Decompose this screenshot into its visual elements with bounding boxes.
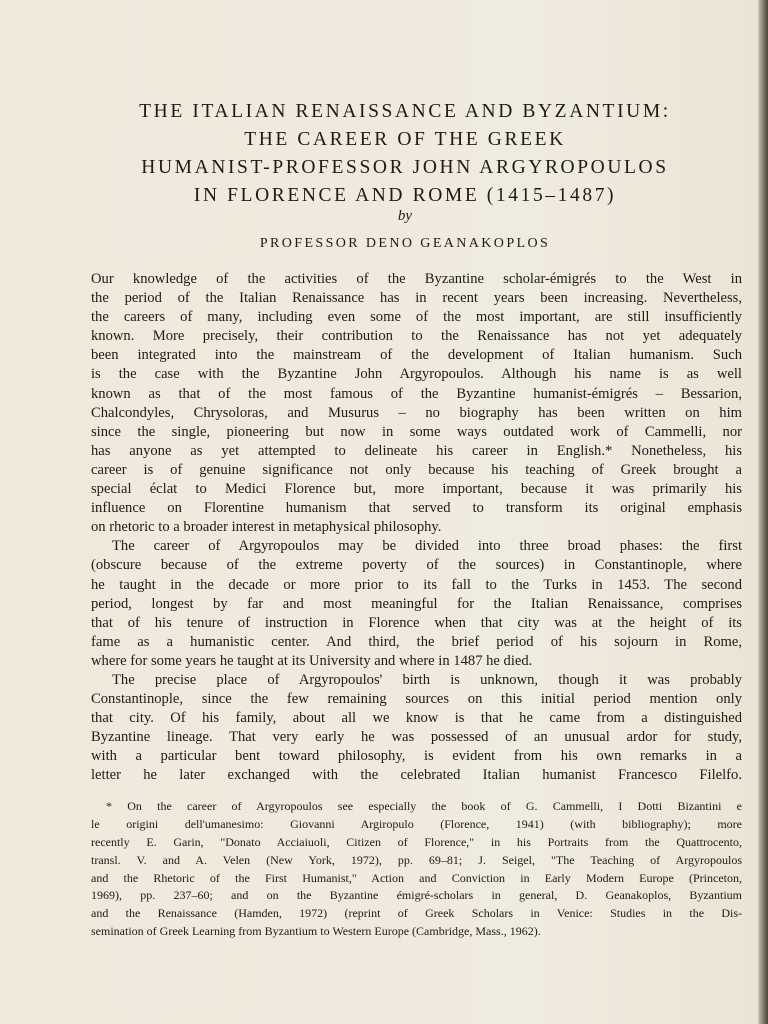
footnote-line: and the Renaissance (Hamden, 1972) (reprint of Greek Scholars in Venice: Studies in the Dis- — [91, 906, 742, 921]
body-line: has anyone as yet attempted to delineate his career in English.* Nonetheless, his — [91, 442, 742, 459]
body-line: period, longest by far and most meaningful for the Italian Renaissance, comprises — [91, 595, 742, 612]
body-line: he taught in the decade or more prior to its fall to the Turks in 1453. The second — [91, 576, 742, 593]
body-line: (obscure because of the extreme poverty of the sources) in Constantinople, where — [91, 557, 742, 574]
footnote — [91, 798, 742, 941]
title-line: THE ITALIAN RENAISSANCE AND BYZANTIUM: — [139, 101, 671, 122]
body-line: special éclat to Medici Florence but, more important, because it was primarily his — [91, 481, 742, 498]
footnote-line: 1969), pp. 237–60; and on the Byzantine émigré-scholars in general, D. Geanakoplos, Byzantium — [91, 888, 742, 903]
body-line: fame as a humanistic center. And third, the brief period of his sojourn in Rome, — [91, 633, 742, 650]
body-line: Byzantine lineage. That very early he was possessed of an unusual ardor for study, — [91, 729, 742, 746]
body-line: the period of the Italian Renaissance has in recent years been increasing. Nevertheless, — [91, 290, 742, 307]
body-line: known as that of the most famous of the Byzantine humanist-émigrés – Bessarion, — [91, 385, 742, 402]
body-line: career is of genuine significance not only because his teaching of Greek brought a — [91, 461, 742, 478]
body-line: the careers of many, including even some of the most important, are still insufficiently — [91, 309, 742, 326]
footnote-line: semination of Greek Learning from Byzantium to Western Europe (Cambridge, Mass., 1962). — [91, 924, 541, 939]
body-line: is the case with the Byzantine John Argyropoulos. Although his name is as well — [91, 366, 742, 383]
footnote-line: transl. V. and A. Velen (New York, 1972), pp. 69–81; J. Seigel, "The Teaching of Argyropoulos — [91, 852, 742, 867]
title-line: THE CAREER OF THE GREEK — [244, 129, 566, 150]
body-line: been integrated into the mainstream of the development of Italian humanism. Such — [91, 347, 742, 364]
body-line: with a particular bent toward philosophy, is evident from his own remarks in a — [91, 748, 742, 765]
body-line: on rhetoric to a broader interest in metaphysical philosophy. — [91, 519, 442, 536]
title-line: HUMANIST-PROFESSOR JOHN ARGYROPOULOS — [141, 157, 669, 178]
body-line: where for some years he taught at its University and where in 1487 he died. — [91, 652, 533, 669]
body-line: influence on Florentine humanism that served to transform its original emphasis — [91, 500, 742, 517]
article-body — [91, 270, 742, 786]
title-line: IN FLORENCE AND ROME (1415–1487) — [193, 185, 617, 206]
byline-by: by — [397, 208, 413, 224]
body-line: letter he later exchanged with the celebrated Italian humanist Francesco Filelfo. — [91, 767, 742, 784]
author-name: PROFESSOR DENO GEANAKOPLOS — [259, 236, 551, 251]
footnote-line: and the Rhetoric of the First Humanist," Action and Conviction in Early Modern Europe (Princeton, — [91, 870, 742, 885]
body-line: that city. Of his family, about all we know is that he came from a distinguished — [91, 710, 742, 727]
body-line: The precise place of Argyropoulos' birth is unknown, though it was probably — [112, 671, 742, 688]
body-line: that of his tenure of instruction in Florence when that city was at the height of its — [91, 614, 742, 631]
footnote-line: le origini dell'umanesimo: Giovanni Argiropulo (Florence, 1941) (with bibliography); more — [91, 816, 742, 831]
footnote-line: recently E. Garin, "Donato Acciaiuoli, Citizen of Florence," in his Portraits from the Quattrocento, — [91, 834, 742, 849]
body-line: Chalcondyles, Chrysoloras, and Musurus – no biography has been written on him — [91, 404, 742, 421]
page-edge-shadow — [758, 0, 768, 1024]
article-title — [70, 98, 740, 210]
body-line: The career of Argyropoulos may be divided into three broad phases: the first — [112, 538, 742, 555]
body-line: since the single, pioneering but now in some ways outdated work of Cammelli, nor — [91, 423, 742, 440]
body-line: Our knowledge of the activities of the Byzantine scholar-émigrés to the West in — [91, 271, 742, 287]
footnote-line: * On the career of Argyropoulos see especially the book of G. Cammelli, I Dotti Bizantini e — [106, 799, 742, 813]
body-line: known. More precisely, their contribution to the Renaissance has not yet adequately — [91, 328, 742, 345]
body-line: Constantinople, since the few remaining sources on this initial period mention only — [91, 691, 742, 708]
